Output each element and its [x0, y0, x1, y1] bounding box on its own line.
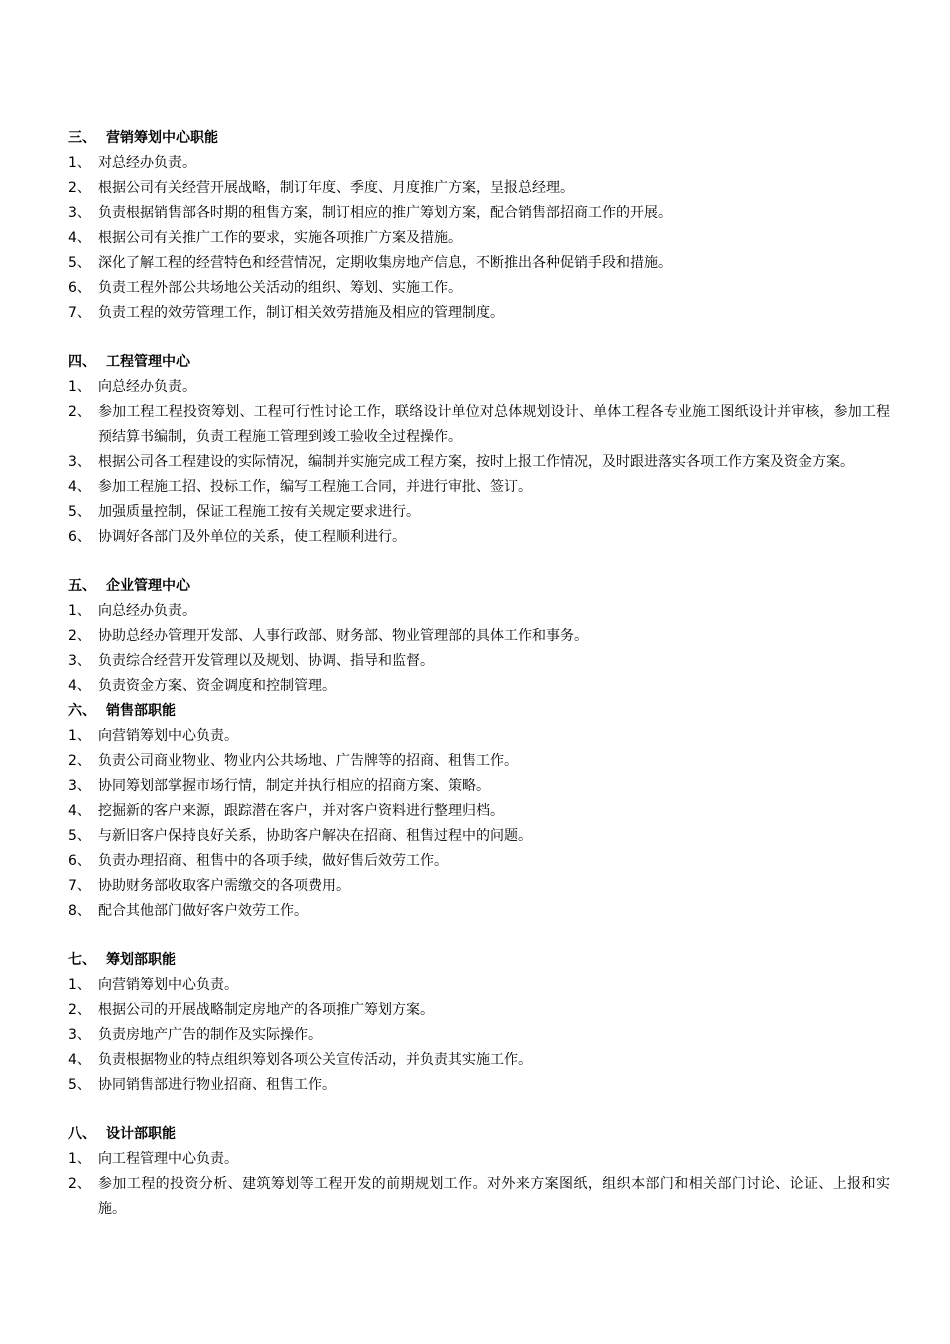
list-item: [68, 1172, 890, 1222]
section-number: 八、: [68, 1126, 96, 1142]
section: [68, 699, 890, 924]
list-item: [68, 500, 890, 525]
list-item-text: 负责工程外部公共场地公关活动的组织、筹划、实施工作。: [98, 280, 462, 296]
list-item-number: 2、: [68, 1176, 91, 1192]
list-item: [68, 799, 890, 824]
list-item-number: 1、: [68, 728, 91, 744]
list-item-number: 3、: [68, 454, 91, 470]
section: [68, 574, 890, 699]
list-item-text: 协助财务部收取客户需缴交的各项费用。: [98, 878, 350, 894]
section-heading: [68, 126, 890, 151]
section: [68, 350, 890, 550]
list-item-text: 参加工程的投资分析、建筑筹划等工程开发的前期规划工作。对外来方案图纸，组织本部门和相关部门讨论、论证、上报和实施。: [98, 1176, 890, 1217]
list-item-number: 1、: [68, 379, 91, 395]
list-item: [68, 450, 890, 475]
list-item: [68, 649, 890, 674]
list-item: [68, 599, 890, 624]
list-item: [68, 176, 890, 201]
list-item-number: 7、: [68, 305, 91, 321]
list-item-number: 2、: [68, 753, 91, 769]
section-title: 销售部职能: [106, 703, 176, 719]
section-title: 设计部职能: [106, 1126, 176, 1142]
list-item-text: 向总经办负责。: [98, 603, 196, 619]
section: [68, 1122, 890, 1222]
list-item-text: 根据公司各工程建设的实际情况，编制并实施完成工程方案，按时上报工作情况，及时跟进落实各项工作方案及资金方案。: [98, 454, 854, 470]
list-item-text: 协助总经办管理开发部、人事行政部、财务部、物业管理部的具体工作和事务。: [98, 628, 588, 644]
list-item-number: 6、: [68, 853, 91, 869]
list-item-text: 根据公司有关经营开展战略，制订年度、季度、月度推广方案，呈报总经理。: [98, 180, 574, 196]
list-item-number: 2、: [68, 404, 91, 420]
list-item-number: 4、: [68, 678, 91, 694]
list-item-number: 1、: [68, 977, 91, 993]
list-item-text: 协同筹划部掌握市场行情，制定并执行相应的招商方案、策略。: [98, 778, 490, 794]
list-item-number: 5、: [68, 1077, 91, 1093]
list-item: [68, 276, 890, 301]
list-item-text: 向营销筹划中心负责。: [98, 977, 238, 993]
section-title: 营销筹划中心职能: [106, 130, 218, 146]
list-item-number: 3、: [68, 205, 91, 221]
section-heading: [68, 948, 890, 973]
list-item-text: 负责工程的效劳管理工作，制订相关效劳措施及相应的管理制度。: [98, 305, 504, 321]
list-item-number: 6、: [68, 529, 91, 545]
section-number: 六、: [68, 703, 96, 719]
list-item: [68, 1073, 890, 1098]
list-item-text: 向工程管理中心负责。: [98, 1151, 238, 1167]
list-item-text: 根据公司的开展战略制定房地产的各项推广筹划方案。: [98, 1002, 434, 1018]
list-item-number: 5、: [68, 255, 91, 271]
section-title: 企业管理中心: [106, 578, 190, 594]
list-item-number: 3、: [68, 1027, 91, 1043]
list-item-number: 1、: [68, 1151, 91, 1167]
list-item-text: 挖掘新的客户来源，跟踪潜在客户，并对客户资料进行整理归档。: [98, 803, 504, 819]
list-item-text: 与新旧客户保持良好关系，协助客户解决在招商、租售过程中的问题。: [98, 828, 532, 844]
list-item: [68, 1048, 890, 1073]
list-item-text: 深化了解工程的经营特色和经营情况，定期收集房地产信息，不断推出各种促销手段和措施。: [98, 255, 672, 271]
list-item-text: 负责根据销售部各时期的租售方案，制订相应的推广筹划方案，配合销售部招商工作的开展。: [98, 205, 672, 221]
list-item: [68, 151, 890, 176]
list-item-text: 向营销筹划中心负责。: [98, 728, 238, 744]
list-item: [68, 998, 890, 1023]
list-item-text: 负责办理招商、租售中的各项手续，做好售后效劳工作。: [98, 853, 448, 869]
list-item: [68, 749, 890, 774]
list-item: [68, 774, 890, 799]
section-heading: [68, 350, 890, 375]
list-item: [68, 1023, 890, 1048]
list-item: [68, 375, 890, 400]
list-item-text: 协同销售部进行物业招商、租售工作。: [98, 1077, 336, 1093]
list-item-text: 负责公司商业物业、物业内公共场地、广告牌等的招商、租售工作。: [98, 753, 518, 769]
list-item-text: 对总经办负责。: [98, 155, 196, 171]
list-item: [68, 899, 890, 924]
list-item-number: 6、: [68, 280, 91, 296]
list-item-number: 3、: [68, 653, 91, 669]
list-item-text: 负责综合经营开发管理以及规划、协调、指导和监督。: [98, 653, 434, 669]
list-item-number: 4、: [68, 479, 91, 495]
document-body: [68, 126, 890, 1222]
list-item: [68, 724, 890, 749]
list-item: [68, 201, 890, 226]
list-item: [68, 973, 890, 998]
section: [68, 948, 890, 1098]
section-heading: [68, 574, 890, 599]
section-number: 七、: [68, 952, 96, 968]
list-item-number: 2、: [68, 180, 91, 196]
list-item-number: 2、: [68, 628, 91, 644]
list-item-text: 向总经办负责。: [98, 379, 196, 395]
list-item: [68, 301, 890, 326]
list-item-text: 参加工程施工招、投标工作，编写工程施工合同，并进行审批、签订。: [98, 479, 532, 495]
list-item-number: 1、: [68, 603, 91, 619]
list-item-text: 配合其他部门做好客户效劳工作。: [98, 903, 308, 919]
section-number: 四、: [68, 354, 96, 370]
list-item: [68, 1147, 890, 1172]
list-item-number: 3、: [68, 778, 91, 794]
list-item-number: 4、: [68, 230, 91, 246]
list-item-text: 负责资金方案、资金调度和控制管理。: [98, 678, 336, 694]
list-item: [68, 251, 890, 276]
list-item: [68, 475, 890, 500]
list-item: [68, 674, 890, 699]
list-item: [68, 226, 890, 251]
section-heading: [68, 699, 890, 724]
list-item: [68, 849, 890, 874]
list-item: [68, 624, 890, 649]
list-item: [68, 824, 890, 849]
section-title: 筹划部职能: [106, 952, 176, 968]
section: [68, 126, 890, 326]
list-item-number: 5、: [68, 504, 91, 520]
list-item-number: 1、: [68, 155, 91, 171]
list-item-number: 4、: [68, 803, 91, 819]
list-item-number: 2、: [68, 1002, 91, 1018]
list-item-text: 负责根据物业的特点组织筹划各项公关宣传活动，并负责其实施工作。: [98, 1052, 532, 1068]
list-item-number: 5、: [68, 828, 91, 844]
list-item-text: 负责房地产广告的制作及实际操作。: [98, 1027, 322, 1043]
list-item-number: 4、: [68, 1052, 91, 1068]
list-item-number: 7、: [68, 878, 91, 894]
section-title: 工程管理中心: [106, 354, 190, 370]
list-item-text: 协调好各部门及外单位的关系，使工程顺利进行。: [98, 529, 406, 545]
list-item-text: 根据公司有关推广工作的要求，实施各项推广方案及措施。: [98, 230, 462, 246]
list-item: [68, 874, 890, 899]
list-item-number: 8、: [68, 903, 91, 919]
section-number: 三、: [68, 130, 96, 146]
list-item-text: 参加工程工程投资筹划、工程可行性讨论工作，联络设计单位对总体规划设计、单体工程各专业施工图纸设计并审核，参加工程预结算书编制，负责工程施工管理到竣工验收全过程操作。: [98, 404, 890, 445]
list-item: [68, 400, 890, 450]
list-item-text: 加强质量控制，保证工程施工按有关规定要求进行。: [98, 504, 420, 520]
section-heading: [68, 1122, 890, 1147]
section-number: 五、: [68, 578, 96, 594]
list-item: [68, 525, 890, 550]
